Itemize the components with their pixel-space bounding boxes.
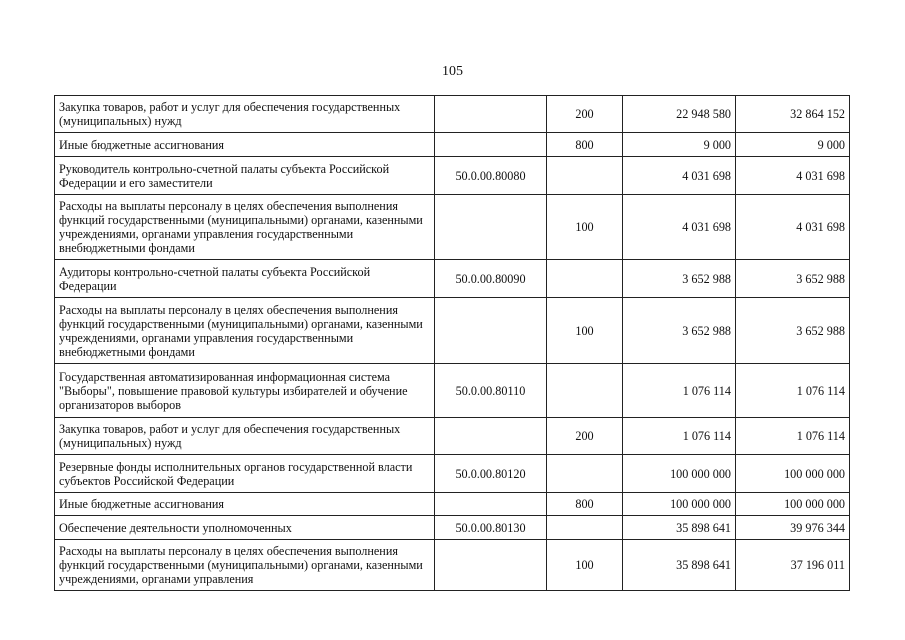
amount-year-1: 3 652 988	[623, 298, 736, 364]
expense-name: Расходы на выплаты персоналу в целях обеспечения выполнения функций государственными (муниципальными) органами, казенными учреждениями, органами управления государственными внебюджетными фондами	[55, 298, 435, 364]
amount-year-1: 1 076 114	[623, 364, 736, 418]
expense-type	[547, 364, 623, 418]
amount-year-1: 9 000	[623, 133, 736, 157]
amount-year-2: 37 196 011	[736, 540, 850, 591]
target-code: 50.0.00.80110	[435, 364, 547, 418]
target-code: 50.0.00.80080	[435, 157, 547, 195]
expense-type: 800	[547, 493, 623, 516]
expense-name: Расходы на выплаты персоналу в целях обеспечения выполнения функций государственными (муниципальными) органами, казенными учреждениями, органами управления	[55, 540, 435, 591]
amount-year-2: 9 000	[736, 133, 850, 157]
expense-type	[547, 260, 623, 298]
expense-name: Аудиторы контрольно-счетной палаты субъекта Российской Федерации	[55, 260, 435, 298]
amount-year-2: 1 076 114	[736, 364, 850, 418]
expense-type	[547, 157, 623, 195]
amount-year-1: 100 000 000	[623, 493, 736, 516]
target-code: 50.0.00.80090	[435, 260, 547, 298]
expense-type	[547, 516, 623, 540]
table-row	[55, 157, 850, 195]
expense-type: 200	[547, 96, 623, 133]
expense-type: 800	[547, 133, 623, 157]
expense-name: Иные бюджетные ассигнования	[55, 133, 435, 157]
table-row	[55, 418, 850, 455]
target-code	[435, 195, 547, 260]
target-code	[435, 298, 547, 364]
expense-name: Обеспечение деятельности уполномоченных	[55, 516, 435, 540]
target-code: 50.0.00.80130	[435, 516, 547, 540]
amount-year-2: 1 076 114	[736, 418, 850, 455]
expense-name: Закупка товаров, работ и услуг для обеспечения государственных (муниципальных) нужд	[55, 418, 435, 455]
table-row	[55, 96, 850, 133]
table-row	[55, 516, 850, 540]
expense-name: Иные бюджетные ассигнования	[55, 493, 435, 516]
expense-type: 100	[547, 540, 623, 591]
amount-year-1: 35 898 641	[623, 540, 736, 591]
amount-year-2: 100 000 000	[736, 493, 850, 516]
amount-year-1: 3 652 988	[623, 260, 736, 298]
page-number: 105	[442, 64, 463, 79]
amount-year-1: 22 948 580	[623, 96, 736, 133]
expense-name: Расходы на выплаты персоналу в целях обеспечения выполнения функций государственными (муниципальными) органами, казенными учреждениями, органами управления государственными внебюджетными фондами	[55, 195, 435, 260]
amount-year-2: 3 652 988	[736, 298, 850, 364]
amount-year-1: 4 031 698	[623, 195, 736, 260]
table-row	[55, 364, 850, 418]
amount-year-1: 100 000 000	[623, 455, 736, 493]
amount-year-2: 4 031 698	[736, 157, 850, 195]
expense-name: Руководитель контрольно-счетной палаты субъекта Российской Федерации и его заместители	[55, 157, 435, 195]
table-row	[55, 298, 850, 364]
table-row	[55, 133, 850, 157]
table-row	[55, 195, 850, 260]
target-code	[435, 96, 547, 133]
amount-year-1: 4 031 698	[623, 157, 736, 195]
amount-year-2: 4 031 698	[736, 195, 850, 260]
amount-year-2: 3 652 988	[736, 260, 850, 298]
expense-type: 100	[547, 298, 623, 364]
expense-name: Резервные фонды исполнительных органов государственной власти субъектов Российской Федерации	[55, 455, 435, 493]
target-code	[435, 133, 547, 157]
expense-type: 100	[547, 195, 623, 260]
target-code	[435, 418, 547, 455]
table-row	[55, 493, 850, 516]
amount-year-1: 35 898 641	[623, 516, 736, 540]
amount-year-2: 100 000 000	[736, 455, 850, 493]
expense-name: Государственная автоматизированная информационная система "Выборы", повышение правовой культуры избирателей и обучение организаторов выборов	[55, 364, 435, 418]
amount-year-2: 32 864 152	[736, 96, 850, 133]
amount-year-2: 39 976 344	[736, 516, 850, 540]
target-code	[435, 493, 547, 516]
table-row	[55, 455, 850, 493]
target-code: 50.0.00.80120	[435, 455, 547, 493]
table-row	[55, 540, 850, 591]
table-row	[55, 260, 850, 298]
budget-table	[54, 95, 850, 591]
expense-name: Закупка товаров, работ и услуг для обеспечения государственных (муниципальных) нужд	[55, 96, 435, 133]
target-code	[435, 540, 547, 591]
expense-type	[547, 455, 623, 493]
amount-year-1: 1 076 114	[623, 418, 736, 455]
expense-type: 200	[547, 418, 623, 455]
